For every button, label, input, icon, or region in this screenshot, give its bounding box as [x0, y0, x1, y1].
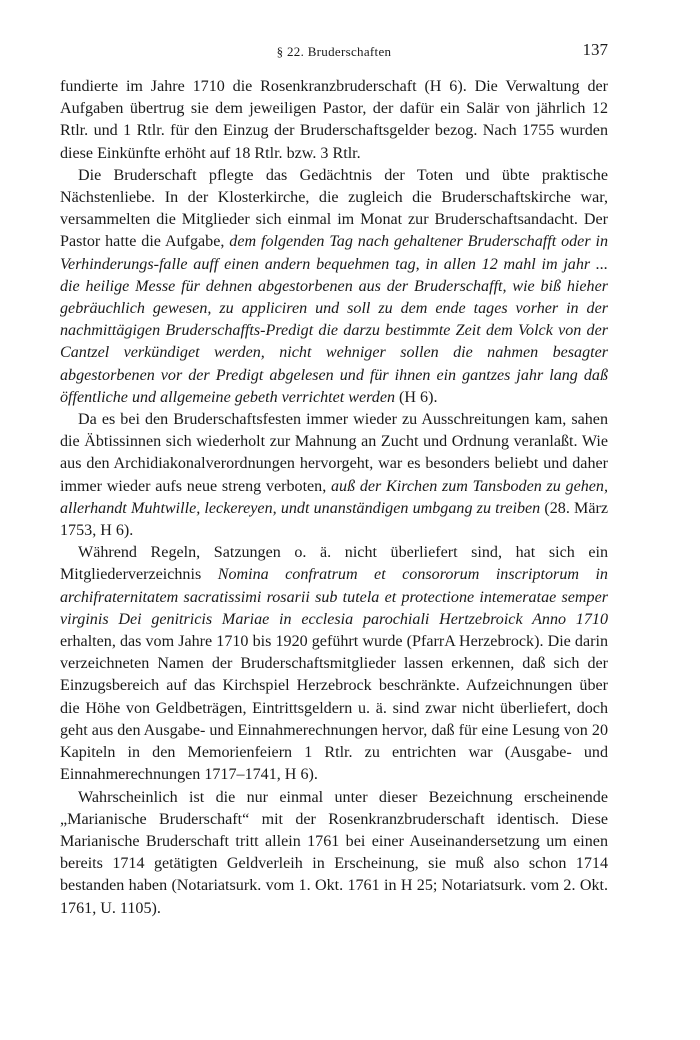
italic-quote: dem folgenden Tag nach gehaltener Bruderschafft oder in Verhinderungs-falle auff einen andern bequehmen tag, in allen 12 mahl im jahr ... die heilige Messe für dehnen abgestorbenen aus der Bruderschafft, wie biß hieher gebräuchlich gewesen, zu appliciren und soll zu dem ende tages vorher in der nachmittägigen Bruderschaffts-Predigt die darzu bestimmte Zeit dem Volck von der Cantzel verkündiget werden, nicht wehniger sollen die nahmen besagter abgestorbenen vor der Predigt abgelesen und für ihnen ein gantzes jahr lang daß öffentliche und allgemeine gebeth verrichtet werden [60, 233, 608, 406]
text-run: (28. März 1753, H 6). [60, 499, 608, 540]
italic-quote: auß der Kirchen zum Tansboden zu gehen, allerhandt Muhtwille, leckereyen, undt unanständigen umbgang zu treiben [60, 477, 608, 517]
text-run: Die Bruderschaft pflegte das Gedächtnis der Toten und übte praktische Nächstenliebe. In der Klosterkirche, die zugleich die Bruderschaftskirche war, versammelten die Mitglieder sich einmal im Monat zur Bruderschaftsandacht. Der Pastor hatte die Aufgabe, [60, 166, 608, 251]
text-run: Wahrscheinlich ist die nur einmal unter dieser Bezeichnung erscheinende „Marianische Bruderschaft“ mit der Rosenkranzbruderschaft identisch. Diese Marianische Bruderschaft tritt allein 1761 bei einer Auseinandersetzung um einen bereits 1714 getätigten Geldverleih in Erscheinung, sie muß also schon 1714 bestanden haben (Notariatsurk. vom 1. Okt. 1761 in H 25; Notariatsurk. vom 2. Okt. 1761, U. 1105). [60, 788, 608, 917]
italic-title: Nomina confratrum et consororum inscriptorum in archifraternitatem sacratissimi rosarii sub tutela et protectione intemeratae semper virginis Dei genitricis Mariae in ecclesia parochiali Hertzebroick Anno 1710 [60, 566, 608, 628]
text-run: fundierte im Jahre 1710 die Rosenkranzbruderschaft (H 6). Die Verwaltung der Aufgaben übertrug sie dem jeweiligen Pastor, der dafür ein Salär von jährlich 12 Rtlr. und 1 Rtlr. für den Einzug der Bruderschaftsgelder bezog. Nach 1755 wurden diese Einkünfte erhöht auf 18 Rtlr. bzw. 3 Rtlr. [60, 78, 608, 162]
text-run: erhalten, das vom Jahre 1710 bis 1920 geführt wurde (PfarrA Herzebrock). Die darin verzeichneten Namen der Bruderschaftsmitglieder lassen erkennen, daß sich der Einzugsbereich auf das Kirchspiel Herzebrock beschränkte. Aufzeichnungen über die Höhe von Geldbeträgen, Eintrittsgeldern u. ä. sind zwar nicht überliefert, doch geht aus den Ausgabe- und Einnahmerechnungen hervor, daß für eine Lesung von 20 Kapiteln in den Memorienfeiern 1 Rtlr. zu entrichten war (Ausgabe- und Einnahmerechnungen 1717–1741, H 6). [60, 633, 608, 784]
text-run: (H 6). [395, 388, 438, 406]
paragraph [60, 76, 608, 165]
page-number: 137 [582, 40, 608, 59]
text-run: Während Regeln, Satzungen o. ä. nicht überliefert sind, hat sich ein Mitgliederverzeichnis [60, 544, 608, 584]
running-head: § 22. Bruderschaften [276, 44, 392, 59]
text-run: Da es bei den Bruderschaftsfesten immer wieder zu Ausschreitungen kam, sahen die Äbtissinnen sich wiederholt zur Mahnung an Zucht und Ordnung veranlaßt. Wie aus den Archidiakonalverordnungen hervorgeht, war es besonders beliebt und daher immer wieder aufs neue streng verboten, [60, 411, 608, 495]
paragraph [60, 165, 608, 409]
paragraph [60, 409, 608, 542]
page-header [60, 40, 608, 64]
paragraph [60, 542, 608, 786]
paragraph [60, 787, 608, 920]
body-text [60, 76, 608, 920]
